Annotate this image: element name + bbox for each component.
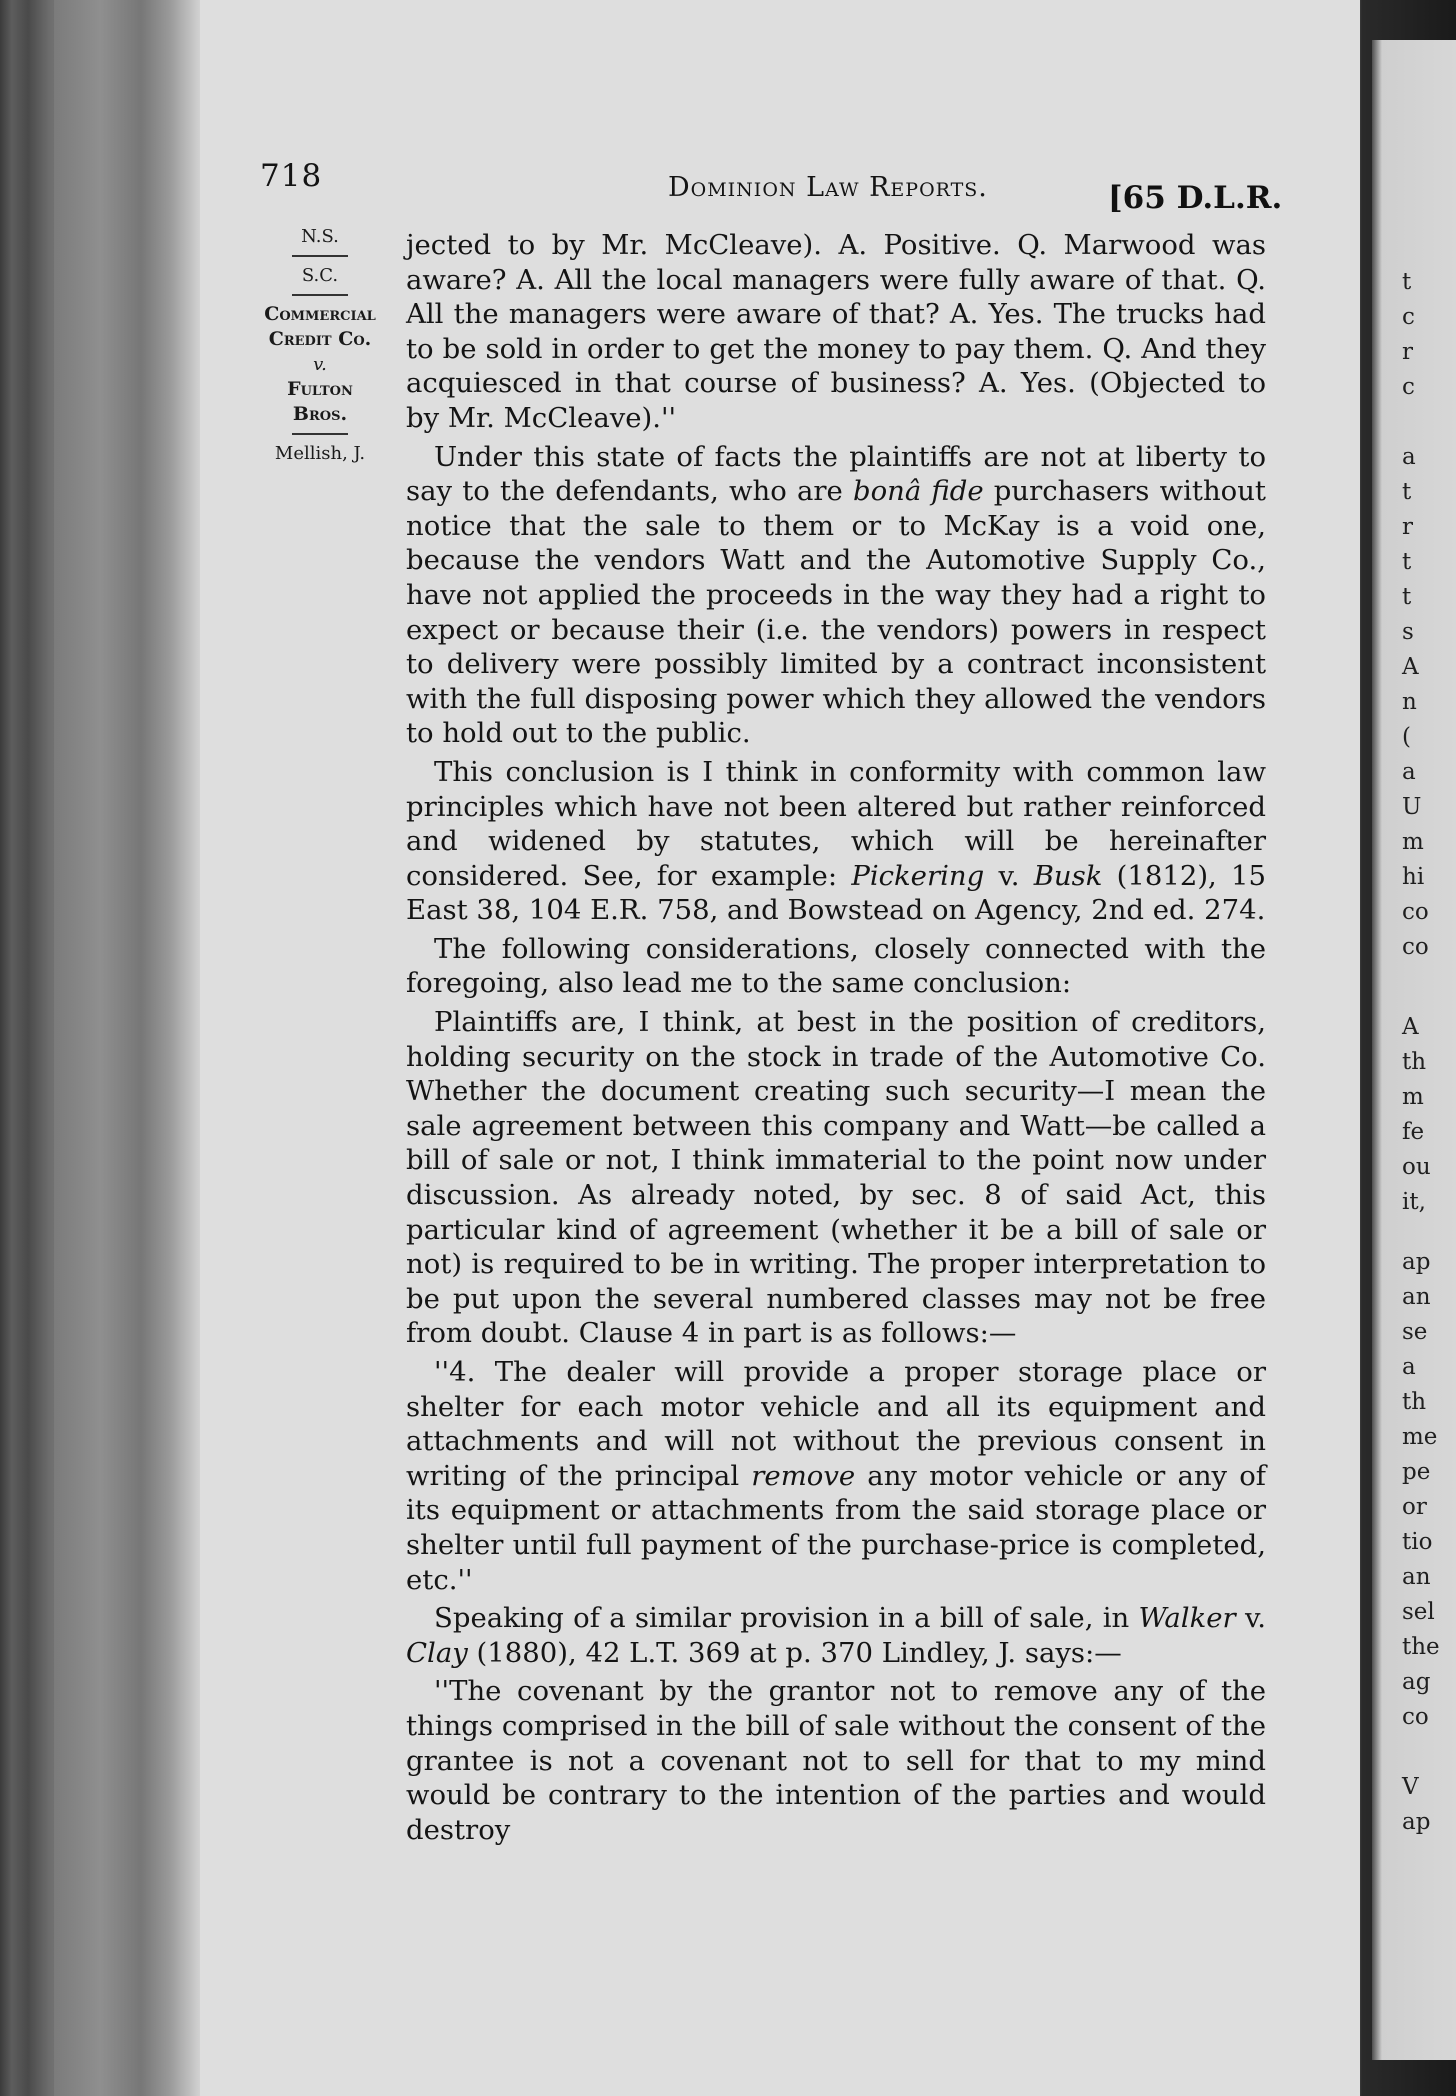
paragraph: jected to by Mr. McCleave). A. Positive. Q. Marwood was aware? A. All the local managers were fully aware of that. Q. All the managers were aware of that? A. Yes. The trucks had to be sold in order to get the money to pay them. Q. And they acquiesced in that course of business? A. Yes. (Objected to by Mr. McCleave).'' xyxy=(406,229,1266,434)
facing-page-fragment: U xyxy=(1402,794,1422,820)
paragraph: Speaking of a similar provision in a bill of sale, in Walker v. Clay (1880), 42 L.T. 369 at p. 370 Lindley, J. says:— xyxy=(406,1602,1266,1669)
facing-page-fragment: hi xyxy=(1402,864,1425,890)
facing-page-fragment: or xyxy=(1402,1494,1427,1520)
facing-page-fragment: an xyxy=(1402,1564,1431,1590)
facing-page-fragment: ap xyxy=(1402,1809,1431,1835)
divider xyxy=(292,294,348,296)
case-sidebar xyxy=(246,224,394,466)
book-spine-edge xyxy=(54,0,170,2096)
party-plaintiff-line1: Commercial xyxy=(264,303,376,325)
running-title: Dominion Law Reports. xyxy=(668,172,988,203)
facing-page-fragment: s xyxy=(1402,619,1414,645)
facing-page-fragment: r xyxy=(1402,514,1413,540)
facing-page-fragment: tio xyxy=(1402,1529,1433,1555)
paragraph: The following considerations, closely connected with the foregoing, also lead me to the same conclusion: xyxy=(406,932,1266,1000)
volume-reference: [65 D.L.R. xyxy=(1108,180,1283,216)
court-name: S.C. xyxy=(301,265,339,286)
facing-page-fragment: pe xyxy=(1402,1459,1431,1485)
facing-page-fragment: th xyxy=(1402,1049,1427,1075)
divider xyxy=(292,255,348,257)
block-quote: ''4. The dealer will provide a proper storage place or shelter for each motor vehicle and all its equipment and attachments and will not without the previous consent in writing of the principal remove any motor vehicle or any of its equipment or attachments from the said storage place or shelter until full payment of the purchase-price is completed, etc.'' xyxy=(406,1356,1266,1596)
facing-page-fragment: a xyxy=(1402,444,1416,470)
paragraph: Under this state of facts the plaintiffs are not at liberty to say to the defendants, who are bonâ fide purchasers without notice that the sale to them or to McKay is a void one, because the vendors Watt and the Automotive Supply Co., have not applied the proceeds in the way they had a right to expect or because their (i.e. the vendors) powers in respect to delivery were possibly limited by a contract inconsistent with the full disposing power which they allowed the vendors to hold out to the public. xyxy=(406,440,1266,750)
facing-page-fragment: a xyxy=(1402,1354,1416,1380)
facing-page-fragment: an xyxy=(1402,1284,1431,1310)
facing-page-fragment: c xyxy=(1402,374,1415,400)
facing-page-fragment: se xyxy=(1402,1319,1428,1345)
judgment-text xyxy=(406,228,1266,1851)
paragraph: This conclusion is I think in conformity with common law principles which have not been altered but rather reinforced and widened by statutes, which will be hereinafter considered. See, for example: Pickering v. Busk (1812), 15 East 38, 104 E.R. 758, and Bowstead on Agency, 2nd ed. 274. xyxy=(406,755,1267,927)
facing-page-fragment: c xyxy=(1402,304,1415,330)
party-defendant-line2: Bros. xyxy=(292,403,348,425)
facing-page-fragment: it, xyxy=(1402,1189,1426,1215)
paragraph: Plaintiffs are, I think, at best in the position of creditors, holding security on the stock in trade of the Automotive Co. Whether the document creating such security—I mean the sale agreement between this company and Watt—be called a bill of sale or not, I think immaterial to the point now under discussion. As already noted, by sec. 8 of said Act, this particular kind of agreement (whether it be a bill of sale or not) is required to be in writing. The proper interpretation to be put upon the several numbered classes may not be free from doubt. Clause 4 in part is as follows:— xyxy=(406,1006,1266,1350)
facing-page-fragment: m xyxy=(1402,829,1424,855)
facing-page-fragment: ou xyxy=(1402,1154,1431,1180)
party-defendant-line1: Fulton xyxy=(287,378,353,400)
facing-page-fragment: n xyxy=(1402,689,1417,715)
facing-page-fragment: A xyxy=(1402,1014,1419,1040)
divider xyxy=(292,433,348,435)
facing-page-fragment: m xyxy=(1402,1084,1424,1110)
facing-page-text xyxy=(1392,0,1456,2096)
facing-page-fragment: t xyxy=(1402,584,1412,610)
facing-page-fragment: A xyxy=(1402,654,1419,680)
facing-page-fragment: t xyxy=(1402,269,1412,295)
facing-page-fragment: me xyxy=(1402,1424,1438,1450)
facing-page-fragment: ( xyxy=(1402,724,1411,750)
facing-page-fragment: r xyxy=(1402,339,1413,365)
block-quote: ''The covenant by the grantor not to remove any of the things comprised in the bill of sale without the consent of the grantee is not a covenant not to sell for that to my mind would be contrary to the intention of the parties and would destroy xyxy=(406,1675,1266,1846)
facing-page-fragment: co xyxy=(1402,899,1429,925)
facing-page-fragment: th xyxy=(1402,1389,1427,1415)
facing-page-fragment: V xyxy=(1402,1774,1419,1800)
court-province: N.S. xyxy=(301,226,339,247)
facing-page-fragment: t xyxy=(1402,549,1412,575)
facing-page-fragment: co xyxy=(1402,934,1429,960)
facing-page-fragment: sel xyxy=(1402,1599,1435,1625)
facing-page-fragment: co xyxy=(1402,1704,1429,1730)
page-number: 718 xyxy=(260,158,323,194)
facing-page-fragment: a xyxy=(1402,759,1416,785)
judge-name: Mellish, J. xyxy=(274,443,366,464)
facing-page-fragment: the xyxy=(1402,1634,1440,1660)
versus: v. xyxy=(313,354,327,375)
facing-page-fragment: ap xyxy=(1402,1249,1431,1275)
facing-page-fragment: t xyxy=(1402,479,1412,505)
facing-page-fragment: fe xyxy=(1402,1119,1425,1145)
party-plaintiff-line2: Credit Co. xyxy=(268,328,372,350)
facing-page-fragment: ag xyxy=(1402,1669,1431,1695)
